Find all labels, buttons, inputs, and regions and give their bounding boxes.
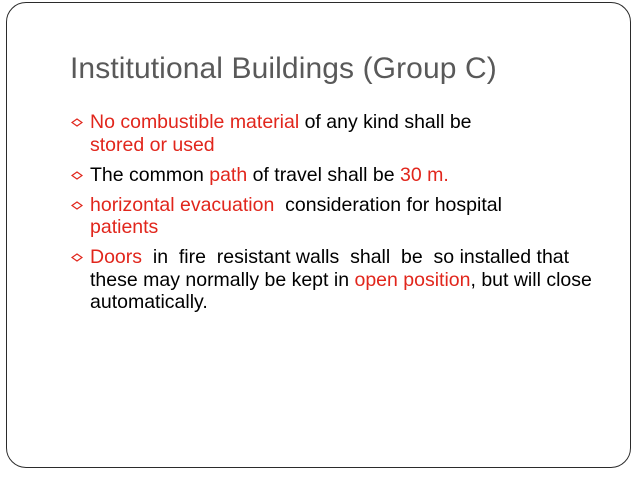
slide-title: Institutional Buildings (Group C) — [70, 52, 497, 85]
bullet-text-highlight: open position — [354, 268, 471, 291]
bullet-text: in fire resistant walls shall be so installed that these may normally be kept in — [90, 246, 575, 291]
bullet-text-highlight: stored or used — [90, 133, 215, 156]
bullet-text: , but will close automatically. — [90, 268, 592, 313]
bullet-text-highlight: Doors — [90, 246, 143, 268]
diamond-outline-bullet-icon — [71, 201, 83, 210]
bullet-item — [70, 164, 605, 187]
bullet-text: consideration for hospital — [274, 193, 508, 216]
bullet-item — [70, 194, 605, 239]
diamond-outline-bullet-icon — [71, 171, 83, 180]
bullet-text-highlight: No combustible material — [90, 111, 300, 133]
bullet-text-highlight: patients — [90, 216, 159, 238]
bullet-text: The common — [90, 163, 210, 186]
bullet-text-highlight: horizontal evacuation — [90, 193, 275, 216]
bullet-item — [70, 246, 605, 314]
diamond-outline-bullet-icon — [71, 253, 83, 262]
bullet-list — [70, 111, 605, 321]
bullet-text-highlight: path — [209, 163, 248, 186]
bullet-item — [70, 111, 605, 156]
bullet-text-highlight: 30 m. — [400, 163, 449, 186]
bullet-text: of travel shall be — [247, 163, 401, 186]
bullet-text: of any kind shall be — [299, 111, 472, 133]
diamond-outline-bullet-icon — [71, 118, 83, 127]
